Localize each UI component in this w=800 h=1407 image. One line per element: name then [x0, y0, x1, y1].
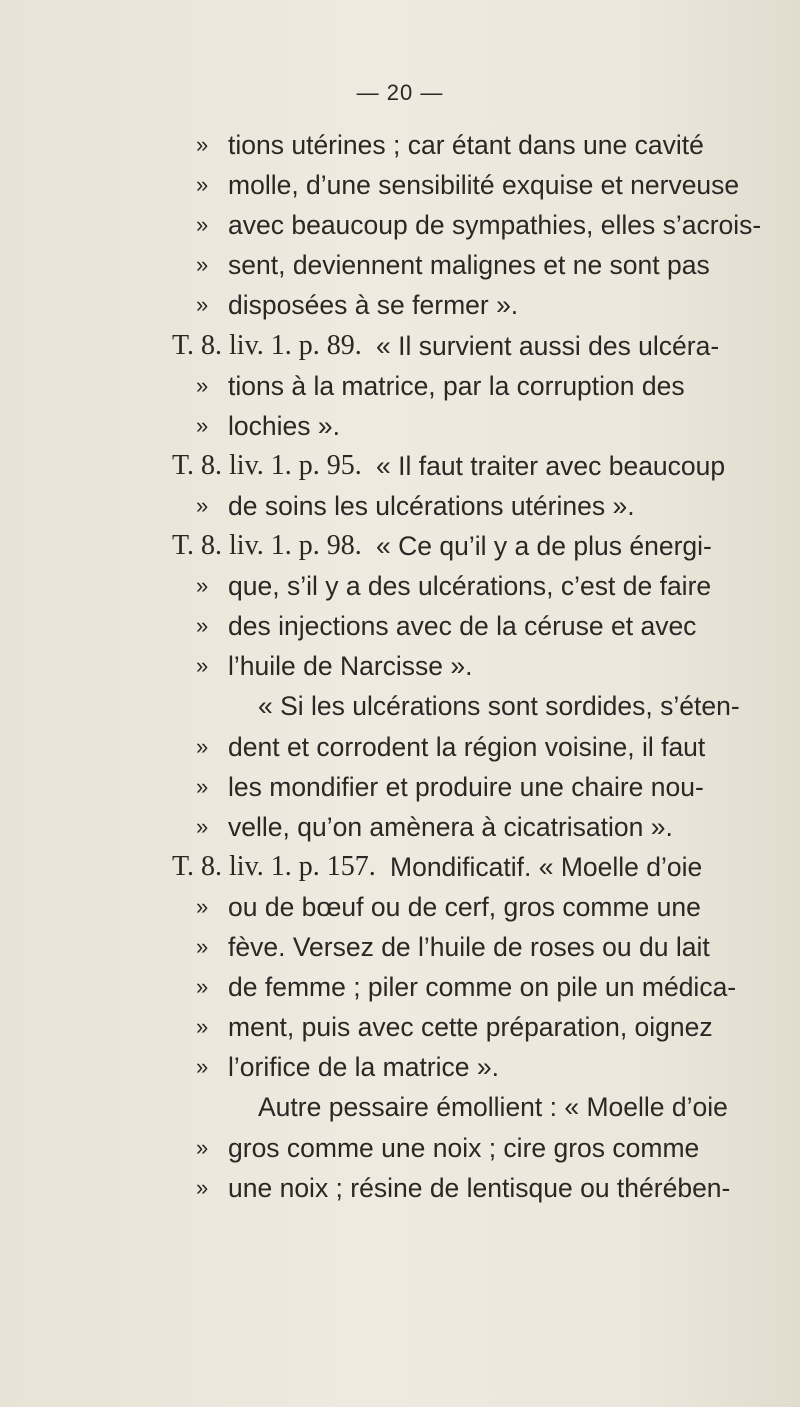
line-text: ment, puis avec cette préparation, oignez [228, 1012, 713, 1043]
line-text: « Il survient aussi des ulcéra- [376, 330, 720, 361]
line-text: tions utérines ; car étant dans une cavité [228, 130, 704, 160]
continuation-mark: » [196, 813, 209, 839]
line-text: une noix ; résine de lentisque ou thérében- [228, 1172, 731, 1203]
line-text: de soins les ulcérations utérines ». [228, 490, 635, 521]
continuation-mark: » [196, 292, 209, 318]
page-number: — 20 — [356, 80, 444, 105]
line-text: molle, d’une sensibilité exquise et nerveuse [228, 170, 740, 201]
line-text: l’huile de Narcisse ». [228, 651, 473, 682]
continuation-mark: » [196, 653, 209, 679]
line-text: des injections avec de la céruse et avec [228, 611, 697, 642]
citation-reference: T. 8. liv. 1. p. 98. [172, 530, 362, 561]
line-text: Autre pessaire émollient : « Moelle d’oie [258, 1092, 728, 1123]
line-text: de femme ; piler comme on pile un médica- [228, 972, 737, 1003]
line-text: que, s’il y a des ulcérations, c’est de faire [228, 571, 712, 602]
line-text: ou de bœuf ou de cerf, gros comme une [228, 891, 701, 922]
continuation-mark: » [196, 613, 209, 639]
continuation-mark: » [196, 773, 209, 799]
line-text: les mondifier et produire une chaire nou- [228, 771, 704, 802]
continuation-mark: » [196, 172, 209, 198]
continuation-mark: » [196, 1014, 209, 1040]
line-text: avec beaucoup de sympathies, elles s’acrois- [228, 210, 762, 241]
line-text: gros comme une noix ; cire gros comme [228, 1132, 700, 1163]
continuation-mark: » [196, 212, 209, 238]
continuation-mark: » [196, 372, 209, 398]
continuation-mark: » [196, 893, 209, 919]
citation-reference: T. 8. liv. 1. p. 95. [172, 449, 362, 481]
line-text: tions à la matrice, par la corruption des [228, 370, 685, 401]
continuation-mark: » [196, 1054, 209, 1080]
line-text: l’orifice de la matrice ». [228, 1052, 499, 1083]
line-text: « Si les ulcérations sont sordides, s’éten- [258, 691, 740, 722]
line-text: sent, deviennent malignes et ne sont pas [228, 250, 710, 281]
continuation-mark: » [196, 132, 209, 157]
line-text: disposées à se fermer ». [228, 290, 519, 321]
citation-reference: T. 8. liv. 1. p. 157. [172, 850, 376, 882]
continuation-mark: » [196, 1174, 209, 1200]
continuation-mark: » [196, 934, 209, 959]
line-text: fève. Versez de l’huile de roses ou du lait [228, 932, 710, 962]
continuation-mark: » [196, 974, 209, 1000]
line-text: dent et corrodent la région voisine, il faut [228, 731, 706, 762]
line-text: « Il faut traiter avec beaucoup [376, 450, 726, 481]
line-text: Mondificatif. « Moelle d’oie [390, 851, 703, 882]
continuation-mark: » [196, 252, 209, 278]
continuation-mark: » [196, 573, 209, 599]
line-text: lochies ». [228, 410, 340, 441]
continuation-mark: » [196, 733, 209, 759]
continuation-mark: » [196, 1134, 209, 1160]
citation-reference: T. 8. liv. 1. p. 89. [172, 329, 362, 361]
continuation-mark: » [196, 412, 209, 438]
line-text: velle, qu’on amènera à cicatrisation ». [228, 811, 673, 842]
line-text: « Ce qu’il y a de plus énergi- [376, 531, 712, 561]
continuation-mark: » [196, 492, 209, 518]
